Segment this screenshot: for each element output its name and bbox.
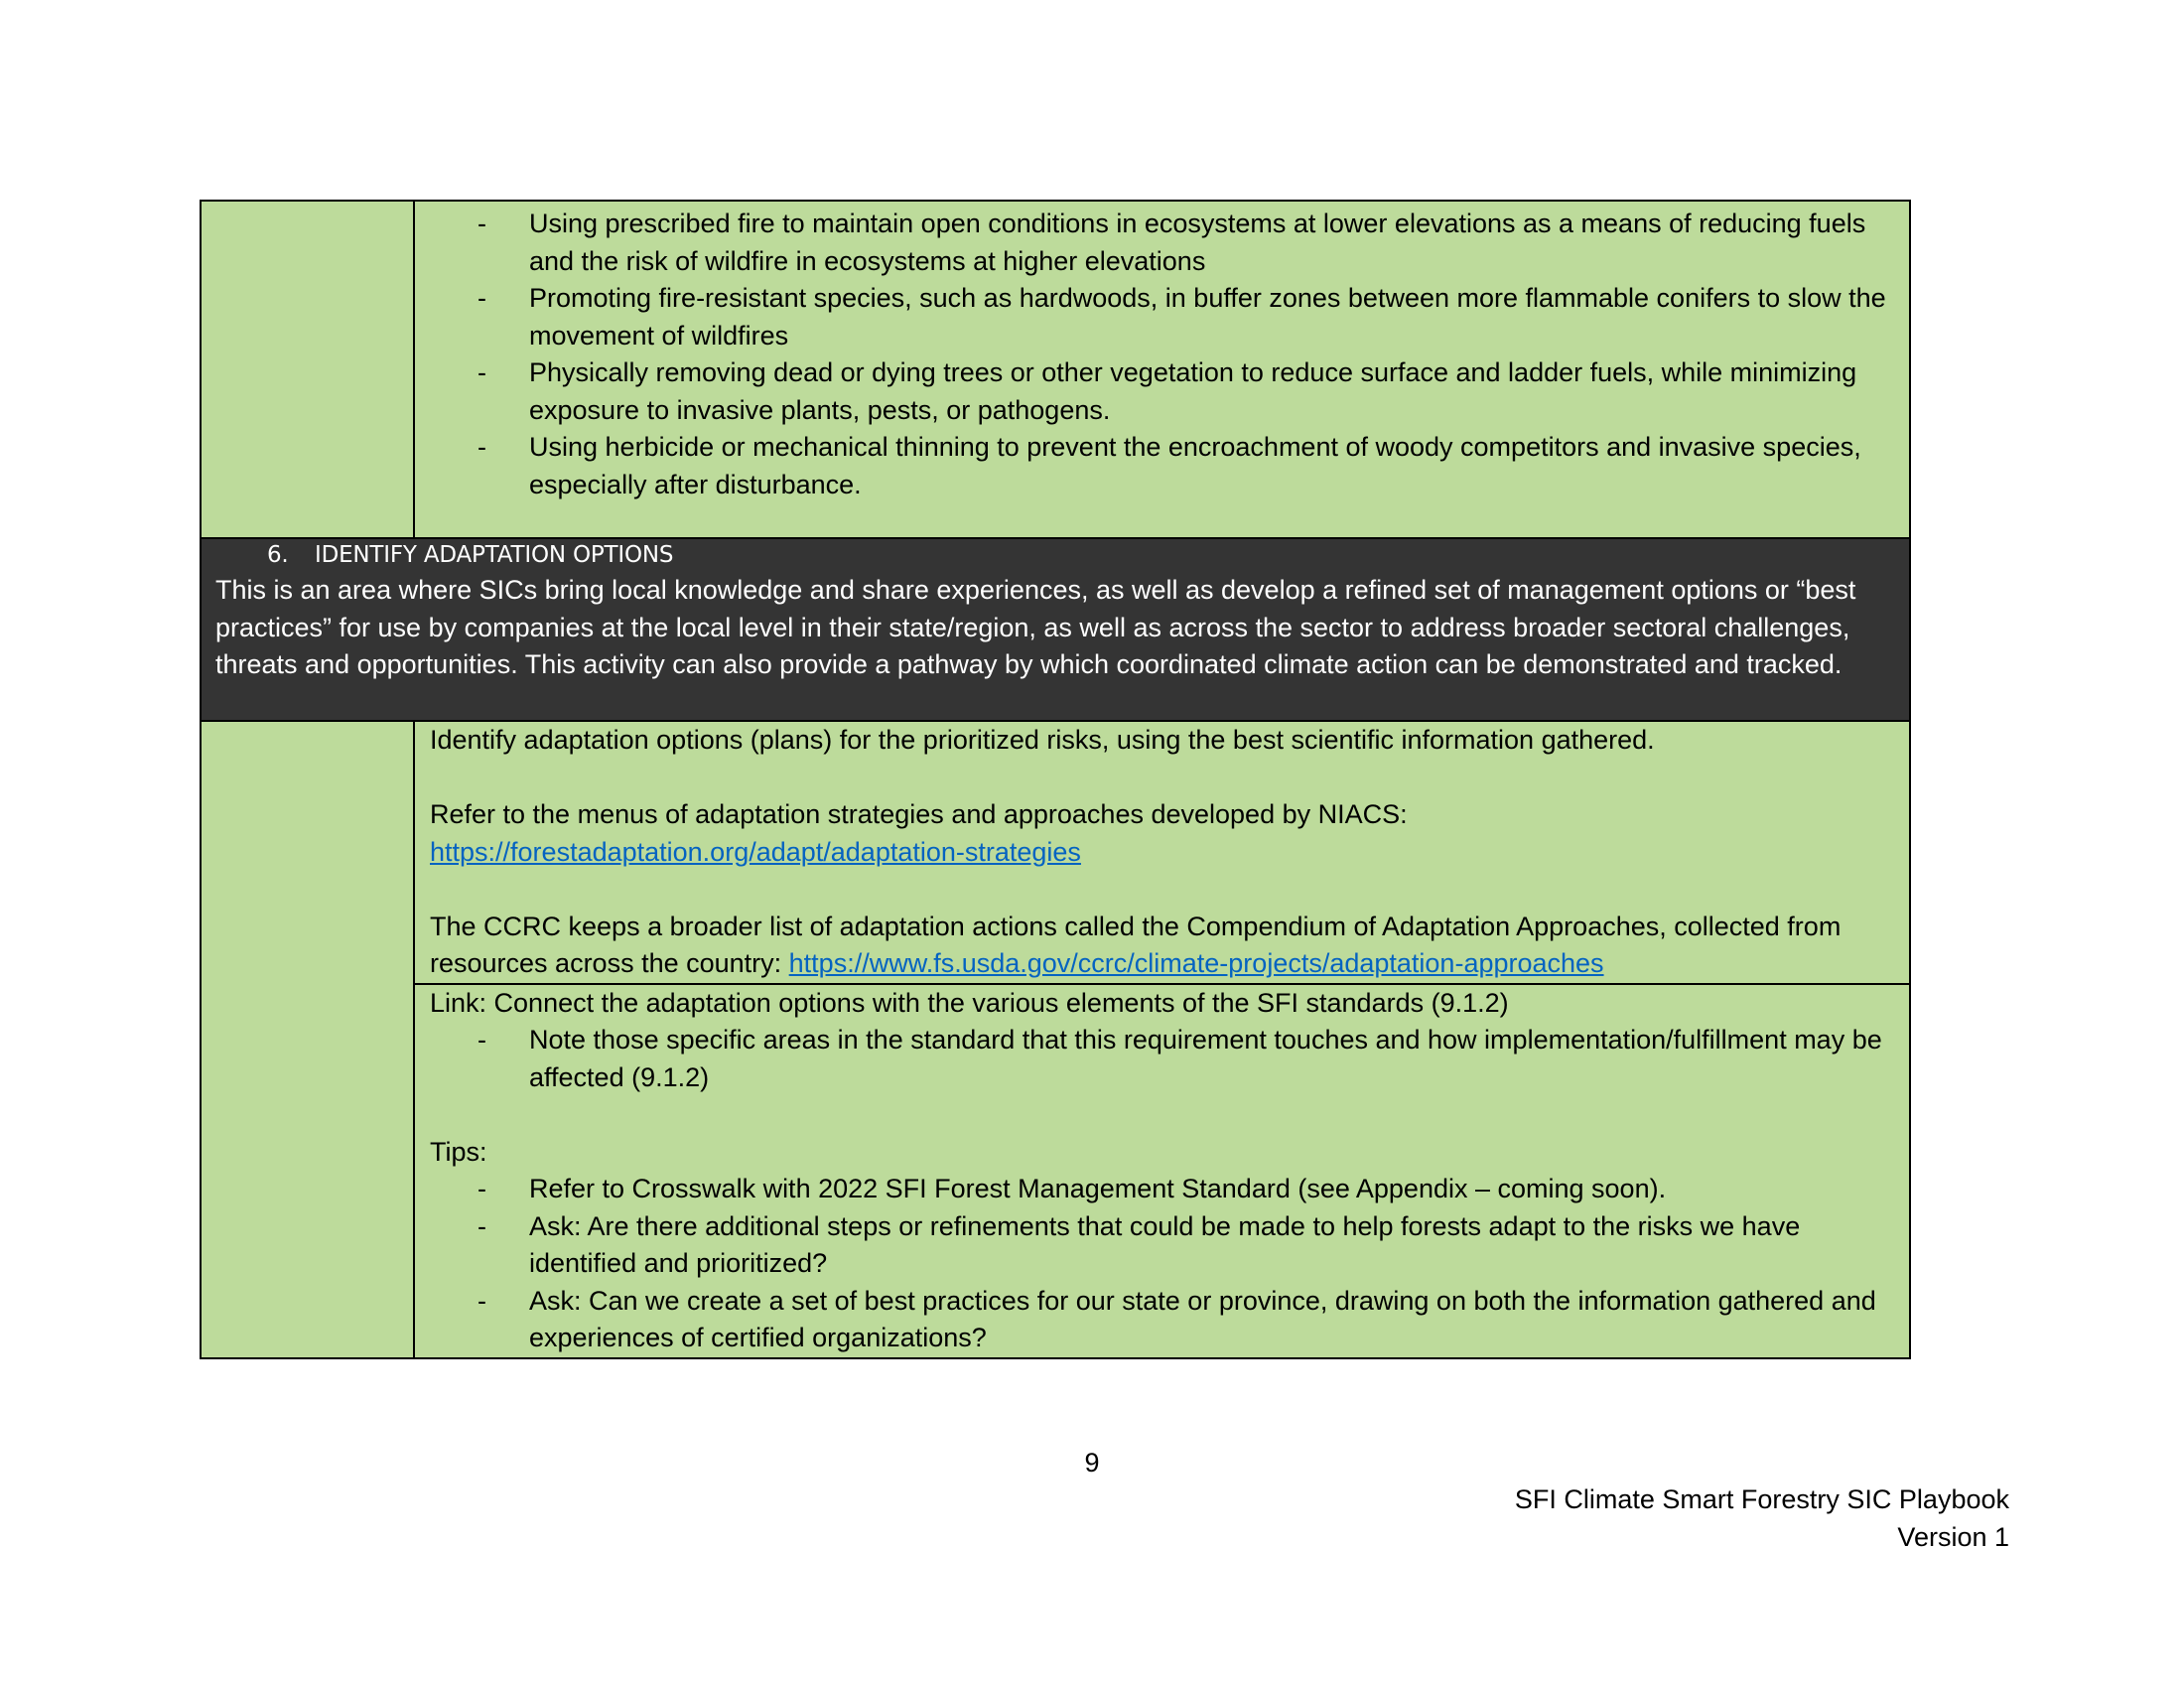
table-cell-link-tips — [415, 985, 1909, 1357]
list-item — [478, 354, 1893, 429]
table-right-cell — [415, 202, 1909, 537]
list-item — [478, 280, 1893, 354]
footer-version: Version 1 — [1897, 1521, 2009, 1552]
list-item — [478, 429, 1893, 503]
table-row-fire-practices — [202, 202, 1909, 539]
bullet-dash: - — [478, 1285, 486, 1316]
list-item — [478, 206, 1893, 280]
niacs-reference-text: Refer to the menus of adaptation strategies and approaches developed by NIACS: — [430, 799, 1408, 829]
list-item — [478, 1022, 1893, 1096]
table-cell-identify-options — [415, 722, 1909, 985]
bullet-dash: - — [478, 432, 486, 462]
list-item-text: Using herbicide or mechanical thinning to prevent the encroachment of woody competitors and invasive species, especially after disturbance. — [529, 432, 1861, 499]
section-number: 6. — [267, 542, 289, 568]
section-description: This is an area where SICs bring local knowledge and share experiences, as well as develop a refined set of management options or “best practices” for use by companies at the local level in their state/region, as well as across the sector to address broader sectoral challenges, threats and opportunities. This activity can also provide a pathway by which coordinated climate action can be demonstrated and tracked. — [215, 575, 1856, 679]
bullet-dash: - — [478, 209, 486, 238]
identify-options-text: Identify adaptation options (plans) for the prioritized risks, using the best scientific information gathered. — [430, 725, 1655, 755]
footer-title: SFI Climate Smart Forestry SIC Playbook — [1514, 1484, 2009, 1514]
bullet-dash: - — [478, 1174, 486, 1203]
niacs-link[interactable]: https://forestadaptation.org/adapt/adaptation-strategies — [430, 836, 1081, 867]
page-number: 9 — [1084, 1448, 1100, 1477]
link-bullets-list — [430, 1022, 1893, 1096]
list-item — [478, 1208, 1893, 1283]
document-footer — [1515, 1481, 2009, 1556]
list-item-text: Physically removing dead or dying trees or other vegetation to reduce surface and ladder fuels, while minimizing exposure to invasive plants, pests, or pathogens. — [529, 357, 1857, 425]
list-item — [478, 1171, 1893, 1208]
bullet-dash: - — [478, 283, 486, 313]
ccrc-link[interactable]: https://www.fs.usda.gov/ccrc/climate-projects/adaptation-approaches — [788, 948, 1604, 978]
section-title — [215, 539, 1895, 572]
table-left-cell — [202, 202, 415, 537]
bullet-dash: - — [478, 357, 486, 387]
table-left-cell — [202, 722, 415, 1357]
section-header-row — [202, 539, 1909, 722]
ccrc-reference-paragraph — [430, 909, 1893, 983]
bullet-dash: - — [478, 1025, 486, 1055]
bullet-dash: - — [478, 1210, 486, 1241]
link-standards-text: Link: Connect the adaptation options with the various elements of the SFI standards (9.1.2) — [430, 987, 1509, 1018]
list-item — [478, 1283, 1893, 1357]
right-column-stack — [415, 722, 1909, 1357]
tips-list — [430, 1171, 1893, 1357]
list-item-text: Refer to Crosswalk with 2022 SFI Forest Management Standard (see Appendix – coming soon). — [529, 1174, 1667, 1203]
adaptation-table — [200, 200, 1911, 1359]
list-item-text: Using prescribed fire to maintain open conditions in ecosystems at lower elevations as a means of reducing fuels and the risk of wildfire in ecosystems at higher elevations — [529, 209, 1866, 276]
list-item-text: Ask: Can we create a set of best practices for our state or province, drawing on both the information gathered and experiences of certified organizations? — [529, 1285, 1876, 1352]
table-row-group-options — [202, 722, 1909, 1357]
list-item-text: Ask: Are there additional steps or refinements that could be made to help forests adapt to the risks we have identified and prioritized? — [529, 1210, 1801, 1278]
section-title-text: IDENTIFY ADAPTATION OPTIONS — [315, 542, 674, 568]
list-item-text: Promoting fire-resistant species, such as hardwoods, in buffer zones between more flammable conifers to slow the movement of wildfires — [529, 283, 1886, 351]
ccrc-reference-text: The CCRC keeps a broader list of adaptation actions called the Compendium of Adaptation Approaches, collected from resources across the country: — [430, 911, 1842, 978]
tips-label: Tips: — [430, 1136, 487, 1167]
fire-practices-list — [430, 206, 1893, 503]
list-item-text: Note those specific areas in the standard that this requirement touches and how implementation/fulfillment may be affected (9.1.2) — [529, 1025, 1882, 1092]
